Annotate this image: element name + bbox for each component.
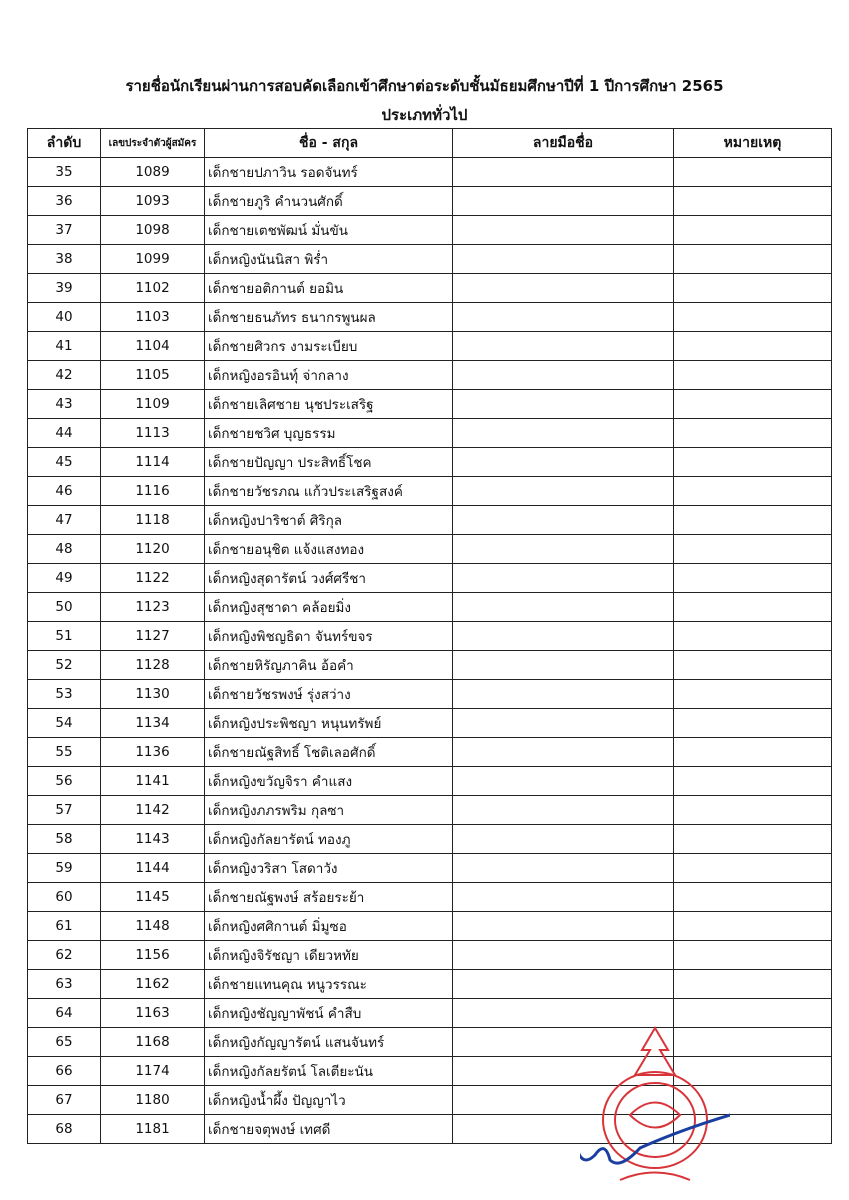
row-remark-cell — [674, 883, 832, 912]
table-row — [28, 854, 832, 883]
row-student-name: เด็กหญิงสุชาดา คล้อยมิ่ง — [205, 593, 453, 622]
row-order: 37 — [28, 216, 101, 245]
row-signature-cell — [453, 390, 674, 419]
row-order: 36 — [28, 187, 101, 216]
table-row — [28, 535, 832, 564]
row-student-name: เด็กชายแทนคุณ หนูวรรณะ — [205, 970, 453, 999]
table-row — [28, 883, 832, 912]
row-applicant-id: 1162 — [101, 970, 205, 999]
row-remark-cell — [674, 825, 832, 854]
row-applicant-id: 1109 — [101, 390, 205, 419]
row-order: 61 — [28, 912, 101, 941]
row-signature-cell — [453, 419, 674, 448]
row-applicant-id: 1130 — [101, 680, 205, 709]
row-student-name: เด็กชายอติกานต์ ยอมิน — [205, 274, 453, 303]
row-student-name: เด็กหญิงกัลยรัตน์ โลเตียะนัน — [205, 1057, 453, 1086]
table-row — [28, 390, 832, 419]
row-remark-cell — [674, 477, 832, 506]
row-applicant-id: 1156 — [101, 941, 205, 970]
row-applicant-id: 1174 — [101, 1057, 205, 1086]
row-signature-cell — [453, 216, 674, 245]
row-applicant-id: 1136 — [101, 738, 205, 767]
table-row — [28, 419, 832, 448]
table-row — [28, 158, 832, 187]
row-remark-cell — [674, 245, 832, 274]
row-signature-cell — [453, 506, 674, 535]
row-applicant-id: 1105 — [101, 361, 205, 390]
row-student-name: เด็กหญิงน้ำผึ้ง ปัญญาไว — [205, 1086, 453, 1115]
row-student-name: เด็กชายอนุชิต แจ้งแสงทอง — [205, 535, 453, 564]
row-signature-cell — [453, 274, 674, 303]
row-order: 54 — [28, 709, 101, 738]
row-student-name: เด็กชายณัฐพงษ์ สร้อยระย้า — [205, 883, 453, 912]
row-student-name: เด็กหญิงปาริชาต์ ศิริกุล — [205, 506, 453, 535]
row-remark-cell — [674, 651, 832, 680]
row-order: 49 — [28, 564, 101, 593]
row-applicant-id: 1116 — [101, 477, 205, 506]
school-seal-stamp — [580, 1020, 730, 1190]
table-row — [28, 216, 832, 245]
table-row — [28, 941, 832, 970]
row-remark-cell — [674, 361, 832, 390]
row-student-name: เด็กหญิงจิรัชญา เดียวหทัย — [205, 941, 453, 970]
row-remark-cell — [674, 796, 832, 825]
row-student-name: เด็กหญิงพิชญธิดา จันทร์ขจร — [205, 622, 453, 651]
row-applicant-id: 1181 — [101, 1115, 205, 1144]
row-student-name: เด็กชายศิวกร งามระเบียบ — [205, 332, 453, 361]
row-order: 64 — [28, 999, 101, 1028]
table-row — [28, 303, 832, 332]
table-row — [28, 477, 832, 506]
row-applicant-id: 1180 — [101, 1086, 205, 1115]
row-order: 52 — [28, 651, 101, 680]
table-row — [28, 680, 832, 709]
col-header-name: ชื่อ - สกุล — [205, 129, 453, 158]
row-remark-cell — [674, 535, 832, 564]
row-remark-cell — [674, 970, 832, 999]
col-header-remark: หมายเหตุ — [674, 129, 832, 158]
row-order: 57 — [28, 796, 101, 825]
row-applicant-id: 1102 — [101, 274, 205, 303]
row-order: 35 — [28, 158, 101, 187]
row-student-name: เด็กชายณัฐสิทธิ์ โชติเลอศักดิ์ — [205, 738, 453, 767]
row-order: 63 — [28, 970, 101, 999]
row-remark-cell — [674, 941, 832, 970]
table-row — [28, 651, 832, 680]
row-signature-cell — [453, 448, 674, 477]
row-signature-cell — [453, 622, 674, 651]
row-applicant-id: 1093 — [101, 187, 205, 216]
row-signature-cell — [453, 738, 674, 767]
row-order: 39 — [28, 274, 101, 303]
table-row — [28, 187, 832, 216]
row-order: 48 — [28, 535, 101, 564]
row-remark-cell — [674, 303, 832, 332]
row-remark-cell — [674, 158, 832, 187]
row-student-name: เด็กชายจตุพงษ์ เทศดี — [205, 1115, 453, 1144]
row-signature-cell — [453, 709, 674, 738]
table-row — [28, 738, 832, 767]
row-remark-cell — [674, 564, 832, 593]
row-order: 68 — [28, 1115, 101, 1144]
row-remark-cell — [674, 622, 832, 651]
row-applicant-id: 1123 — [101, 593, 205, 622]
row-order: 45 — [28, 448, 101, 477]
row-order: 60 — [28, 883, 101, 912]
row-order: 50 — [28, 593, 101, 622]
row-order: 55 — [28, 738, 101, 767]
row-remark-cell — [674, 448, 832, 477]
row-student-name: เด็กหญิงอรอินทุ์ จ่ากลาง — [205, 361, 453, 390]
row-signature-cell — [453, 796, 674, 825]
row-remark-cell — [674, 419, 832, 448]
row-remark-cell — [674, 593, 832, 622]
row-signature-cell — [453, 941, 674, 970]
table-body — [28, 158, 832, 1144]
row-applicant-id: 1114 — [101, 448, 205, 477]
row-signature-cell — [453, 912, 674, 941]
table-row — [28, 564, 832, 593]
row-remark-cell — [674, 187, 832, 216]
row-remark-cell — [674, 680, 832, 709]
row-student-name: เด็กหญิงภภรพริม กุลซา — [205, 796, 453, 825]
row-remark-cell — [674, 709, 832, 738]
row-signature-cell — [453, 535, 674, 564]
student-list-table — [27, 128, 832, 1144]
table-row — [28, 245, 832, 274]
row-applicant-id: 1163 — [101, 999, 205, 1028]
row-signature-cell — [453, 564, 674, 593]
table-row — [28, 448, 832, 477]
row-order: 67 — [28, 1086, 101, 1115]
row-remark-cell — [674, 390, 832, 419]
col-header-applicant-id: เลขประจำตัวผู้สมัคร — [101, 129, 205, 158]
row-applicant-id: 1113 — [101, 419, 205, 448]
row-applicant-id: 1127 — [101, 622, 205, 651]
row-signature-cell — [453, 854, 674, 883]
row-applicant-id: 1142 — [101, 796, 205, 825]
row-applicant-id: 1122 — [101, 564, 205, 593]
row-student-name: เด็กชายเตชพัฒน์ มั่นขัน — [205, 216, 453, 245]
row-signature-cell — [453, 187, 674, 216]
row-signature-cell — [453, 361, 674, 390]
row-order: 40 — [28, 303, 101, 332]
row-student-name: เด็กชายชวิศ บุญธรรม — [205, 419, 453, 448]
row-applicant-id: 1099 — [101, 245, 205, 274]
row-signature-cell — [453, 332, 674, 361]
row-student-name: เด็กชายปัญญา ประสิทธิ์โชค — [205, 448, 453, 477]
col-header-signature: ลายมือชื่อ — [453, 129, 674, 158]
row-signature-cell — [453, 593, 674, 622]
table-row — [28, 970, 832, 999]
row-remark-cell — [674, 332, 832, 361]
row-order: 59 — [28, 854, 101, 883]
row-signature-cell — [453, 825, 674, 854]
row-applicant-id: 1143 — [101, 825, 205, 854]
row-remark-cell — [674, 738, 832, 767]
row-remark-cell — [674, 767, 832, 796]
table-row — [28, 912, 832, 941]
row-order: 51 — [28, 622, 101, 651]
row-signature-cell — [453, 680, 674, 709]
row-order: 53 — [28, 680, 101, 709]
row-student-name: เด็กชายปภาวิน รอดจันทร์ — [205, 158, 453, 187]
row-applicant-id: 1144 — [101, 854, 205, 883]
row-order: 47 — [28, 506, 101, 535]
row-applicant-id: 1168 — [101, 1028, 205, 1057]
row-applicant-id: 1141 — [101, 767, 205, 796]
row-order: 43 — [28, 390, 101, 419]
row-order: 38 — [28, 245, 101, 274]
row-student-name: เด็กหญิงวริสา โสดาวัง — [205, 854, 453, 883]
row-student-name: เด็กหญิงขวัญจิรา คำแสง — [205, 767, 453, 796]
row-order: 66 — [28, 1057, 101, 1086]
row-applicant-id: 1098 — [101, 216, 205, 245]
row-student-name: เด็กหญิงสุดารัตน์ วงศ์ศรีชา — [205, 564, 453, 593]
row-applicant-id: 1120 — [101, 535, 205, 564]
row-applicant-id: 1089 — [101, 158, 205, 187]
row-student-name: เด็กชายเลิศชาย นุชประเสริฐ — [205, 390, 453, 419]
row-student-name: เด็กหญิงชัญญาพัชน์ คำสืบ — [205, 999, 453, 1028]
table-header-row — [28, 129, 832, 158]
row-order: 44 — [28, 419, 101, 448]
row-student-name: เด็กชายภูริ คำนวนศักดิ์ — [205, 187, 453, 216]
row-remark-cell — [674, 216, 832, 245]
table-row — [28, 361, 832, 390]
row-applicant-id: 1103 — [101, 303, 205, 332]
row-student-name: เด็กชายวัชรภณ แก้วประเสริฐสงค์ — [205, 477, 453, 506]
row-signature-cell — [453, 767, 674, 796]
row-student-name: เด็กหญิงกัลยารัตน์ ทองภู — [205, 825, 453, 854]
row-student-name: เด็กชายธนภัทร ธนากรพูนผล — [205, 303, 453, 332]
row-remark-cell — [674, 506, 832, 535]
row-order: 41 — [28, 332, 101, 361]
row-remark-cell — [674, 854, 832, 883]
row-applicant-id: 1145 — [101, 883, 205, 912]
table-row — [28, 593, 832, 622]
row-signature-cell — [453, 303, 674, 332]
row-remark-cell — [674, 274, 832, 303]
document-subtitle: ประเภททั่วไป — [381, 106, 468, 124]
row-order: 62 — [28, 941, 101, 970]
row-applicant-id: 1148 — [101, 912, 205, 941]
row-applicant-id: 1134 — [101, 709, 205, 738]
row-order: 42 — [28, 361, 101, 390]
table-row — [28, 709, 832, 738]
row-student-name: เด็กชายหิรัญภาคิน อ้อคำ — [205, 651, 453, 680]
document-title: รายชื่อนักเรียนผ่านการสอบคัดเลือกเข้าศึกษาต่อระดับชั้นมัธยมศึกษาปีที่ 1 ปีการศึกษา 2565 — [125, 77, 724, 95]
row-student-name: เด็กหญิงประพิชญา หนุนทรัพย์ — [205, 709, 453, 738]
table-row — [28, 506, 832, 535]
table-row — [28, 825, 832, 854]
row-signature-cell — [453, 245, 674, 274]
row-signature-cell — [453, 477, 674, 506]
row-order: 58 — [28, 825, 101, 854]
row-applicant-id: 1118 — [101, 506, 205, 535]
table-row — [28, 622, 832, 651]
row-signature-cell — [453, 970, 674, 999]
row-signature-cell — [453, 883, 674, 912]
row-student-name: เด็กชายวัชรพงษ์ รุ่งสว่าง — [205, 680, 453, 709]
row-signature-cell — [453, 651, 674, 680]
table-row — [28, 332, 832, 361]
table-row — [28, 274, 832, 303]
row-order: 56 — [28, 767, 101, 796]
row-signature-cell — [453, 158, 674, 187]
row-applicant-id: 1128 — [101, 651, 205, 680]
table-row — [28, 796, 832, 825]
row-student-name: เด็กหญิงศศิกานต์ มิ่มูซอ — [205, 912, 453, 941]
row-order: 46 — [28, 477, 101, 506]
row-order: 65 — [28, 1028, 101, 1057]
row-student-name: เด็กหญิงนันนิสา พิร่ำ — [205, 245, 453, 274]
row-applicant-id: 1104 — [101, 332, 205, 361]
row-remark-cell — [674, 912, 832, 941]
table-row — [28, 767, 832, 796]
col-header-order: ลำดับ — [28, 129, 101, 158]
row-student-name: เด็กหญิงกัญญารัตน์ แสนจันทร์ — [205, 1028, 453, 1057]
